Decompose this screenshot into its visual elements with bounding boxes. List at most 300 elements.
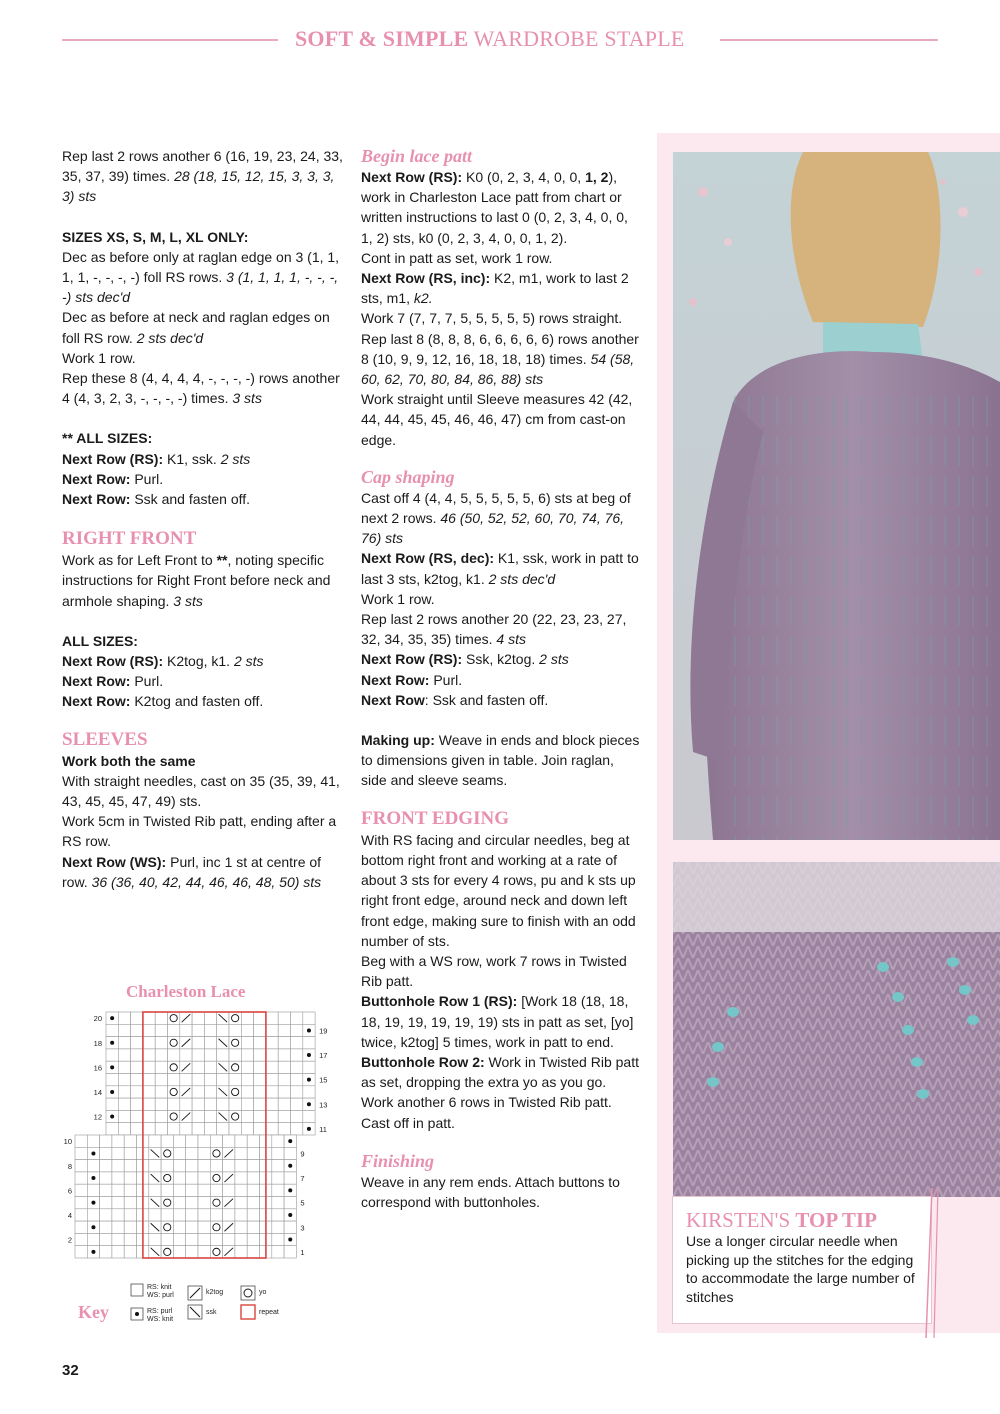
chart-cell (143, 1086, 155, 1098)
section-heading-front-edging: FRONT EDGING (361, 807, 509, 829)
key-yo-label: yo (259, 1289, 267, 1296)
chart-cell (198, 1209, 210, 1221)
lace-closeup-illustration (673, 862, 1000, 1197)
chart-cell (112, 1221, 124, 1233)
header-rule-right (720, 39, 938, 41)
chart-cell (254, 1049, 266, 1061)
section-heading-right-front: RIGHT FRONT (62, 528, 197, 550)
chart-cell (266, 1037, 278, 1049)
chart-cell (210, 1221, 222, 1233)
instruction-row: Next Row (RS, inc): K2, m1, work to last 2 sts, m1, k2. (361, 270, 629, 307)
chart-cell (272, 1221, 284, 1233)
purl-dot (307, 1053, 311, 1057)
row-number: 19 (319, 1026, 328, 1036)
chart-cell (75, 1246, 87, 1258)
paragraph: Work 5cm in Twisted Rib patt, ending after a RS row. (62, 813, 337, 850)
cardigan-back-photo (673, 152, 1000, 840)
chart-cell (100, 1233, 112, 1245)
header-rule-left (62, 39, 278, 41)
chart-cell (247, 1221, 259, 1233)
chart-cell (192, 1024, 204, 1036)
chart-cell (131, 1098, 143, 1110)
paragraph: Rep these 8 (4, 4, 4, 4, -, -, -, -) rows another 4 (4, 3, 2, 3, -, -, -, -) times. 3 sts (62, 370, 340, 407)
chart-cell (241, 1074, 253, 1086)
chart-cell (266, 1098, 278, 1110)
chart-cell (124, 1172, 136, 1184)
key-purl-label: RS: purl (147, 1308, 173, 1315)
making-up-paragraph: Making up: Weave in ends and block pieces to dimensions given in table. Join raglan, side and sleeve seams. (361, 732, 640, 789)
chart-cell (118, 1049, 130, 1061)
chart-cell (124, 1160, 136, 1172)
chart-cell (204, 1086, 216, 1098)
row-number: 13 (319, 1100, 328, 1110)
purl-dot (91, 1250, 95, 1254)
chart-cell (168, 1061, 180, 1073)
paragraph: Rep last 2 rows another 20 (22, 23, 23, 27, 32, 34, 35, 35) times. 4 sts (361, 611, 627, 648)
chart-cell (278, 1037, 290, 1049)
chart-cell (198, 1233, 210, 1245)
chart-cell (241, 1086, 253, 1098)
chart-cell (266, 1123, 278, 1135)
key-knit-label: RS: knit (147, 1284, 172, 1291)
chart-cell (241, 1049, 253, 1061)
chart-cell (75, 1209, 87, 1221)
lace-closeup-photo (673, 862, 1000, 1197)
paragraph: Work straight until Sleeve measures 42 (42, 44, 44, 45, 45, 46, 46, 47) cm from cast-on edge. (361, 391, 633, 448)
instruction-row: Next Row (RS): K1, ssk. 2 sts (62, 450, 251, 467)
chart-cell (278, 1012, 290, 1024)
chart-cell (131, 1012, 143, 1024)
chart-cell (229, 1024, 241, 1036)
chart-cell (131, 1086, 143, 1098)
chart-cell (112, 1135, 124, 1147)
chart-cell (173, 1184, 185, 1196)
chart-cell (106, 1123, 118, 1135)
chart-cell (186, 1135, 198, 1147)
chart-cell (210, 1172, 222, 1184)
chart-cell (124, 1197, 136, 1209)
chart-cell (161, 1172, 173, 1184)
chart-cell (223, 1135, 235, 1147)
chart-cell (192, 1110, 204, 1122)
chart-cell (198, 1172, 210, 1184)
chart-cell (149, 1233, 161, 1245)
chart-cell (278, 1123, 290, 1135)
chart-cell (173, 1197, 185, 1209)
cardigan-back-illustration (673, 152, 1000, 840)
chart-cell (192, 1123, 204, 1135)
chart-cell (235, 1197, 247, 1209)
chart-cell (266, 1061, 278, 1073)
chart-cell (118, 1061, 130, 1073)
purl-dot (91, 1225, 95, 1229)
chart-cell (204, 1098, 216, 1110)
knitting-needle-icon (918, 1188, 948, 1338)
chart-cell (223, 1184, 235, 1196)
chart-cell (180, 1024, 192, 1036)
chart-cell (161, 1184, 173, 1196)
chart-cell (173, 1221, 185, 1233)
chart-cell (149, 1160, 161, 1172)
chart-cell (124, 1246, 136, 1258)
chart-cell (87, 1160, 99, 1172)
chart-cell (131, 1074, 143, 1086)
purl-dot (110, 1065, 114, 1069)
chart-cell (278, 1024, 290, 1036)
chart-cell (155, 1024, 167, 1036)
chart-cell (303, 1037, 315, 1049)
chart-cell (284, 1246, 296, 1258)
chart-cell (131, 1037, 143, 1049)
chart-cell (149, 1184, 161, 1196)
row-number: 16 (93, 1063, 102, 1073)
chart-cell (198, 1147, 210, 1159)
chart-cell (241, 1123, 253, 1135)
row-number: 8 (67, 1161, 72, 1171)
chart-cell (100, 1184, 112, 1196)
chart-cell (100, 1147, 112, 1159)
chart-cell (168, 1012, 180, 1024)
paragraph: With straight needles, cast on 35 (35, 39, 41, 43, 45, 45, 47, 49) sts. (62, 772, 340, 810)
chart-cell (75, 1160, 87, 1172)
chart-cell (247, 1233, 259, 1245)
chart-cell (278, 1086, 290, 1098)
chart-cell (112, 1233, 124, 1245)
paragraph: Cast off 4 (4, 4, 5, 5, 5, 5, 5, 6) sts at beg of next 2 rows. 46 (50, 52, 52, 60, 70, 74, 76, 76) sts (361, 489, 631, 547)
chart-cell (210, 1233, 222, 1245)
chart-cell (266, 1086, 278, 1098)
chart-cell (204, 1049, 216, 1061)
chart-cell (106, 1024, 118, 1036)
subheading-cap: Cap shaping (361, 466, 455, 487)
chart-cell (303, 1012, 315, 1024)
chart-cell (210, 1246, 222, 1258)
chart-cell (278, 1074, 290, 1086)
chart-cell (204, 1110, 216, 1122)
chart-cell (112, 1172, 124, 1184)
chart-cell (303, 1061, 315, 1073)
chart-cell (155, 1012, 167, 1024)
chart-cell (272, 1160, 284, 1172)
instruction-row: Next Row (RS): K2tog, k1. 2 sts (62, 653, 264, 670)
chart-cell (173, 1233, 185, 1245)
chart-cell (241, 1098, 253, 1110)
chart-cell (149, 1209, 161, 1221)
key-purl-label: WS: knit (147, 1316, 174, 1323)
instruction-row: Buttonhole Row 1 (RS): [Work 18 (18, 18, 18, 19, 19, 19, 19, 19) sts in patt as set, [yo] twice, k2tog] 5 times, work in patt to end. (361, 993, 634, 1050)
chart-cell (210, 1147, 222, 1159)
chart-cell (124, 1184, 136, 1196)
all-sizes-heading: ** ALL SIZES: (62, 430, 153, 447)
top-tip-title: KIRSTEN'S TOP TIP (686, 1208, 877, 1232)
chart-cell (247, 1197, 259, 1209)
paragraph: Work as for Left Front to **, noting specific instructions for Right Front before neck and armhole shaping. 3 sts (62, 552, 331, 609)
chart-cell (173, 1160, 185, 1172)
chart-cell (204, 1037, 216, 1049)
chart-cell (272, 1233, 284, 1245)
chart-cell (173, 1209, 185, 1221)
chart-cell (161, 1197, 173, 1209)
paragraph: Work 1 row. (361, 590, 435, 607)
chart-cell (278, 1061, 290, 1073)
chart-cell (247, 1172, 259, 1184)
chart-cell (192, 1049, 204, 1061)
chart-cell (241, 1012, 253, 1024)
chart-cell (75, 1221, 87, 1233)
instruction-row: Next Row (RS): K0 (0, 2, 3, 4, 0, 0, 1, 2), work in Charleston Lace patt from chart or written instructions to last 0 (0, 2, 3, 4, 0, 0, 1, 2) sts, k0 (0, 2, 3, 4, 0, 0, 1, 2). (361, 169, 628, 246)
all-sizes-heading: ALL SIZES: (62, 632, 138, 649)
chart-cell (161, 1160, 173, 1172)
instruction-row: Next Row: K2tog and fasten off. (62, 693, 264, 710)
purl-dot (110, 1016, 114, 1020)
chart-cell (173, 1147, 185, 1159)
chart-cell (118, 1086, 130, 1098)
chart-cell (100, 1160, 112, 1172)
instruction-row: Buttonhole Row 2: Work in Twisted Rib patt as set, dropping the extra yo as you go. (361, 1053, 639, 1091)
chart-cell (272, 1184, 284, 1196)
key-title: Key (78, 1302, 109, 1322)
chart-cell (284, 1221, 296, 1233)
chart-cell (229, 1061, 241, 1073)
chart-cell (254, 1086, 266, 1098)
chart-cell (75, 1197, 87, 1209)
row-number: 7 (300, 1174, 305, 1184)
chart-title: Charleston Lace (126, 982, 246, 1001)
chart-cell (198, 1197, 210, 1209)
chart-cell (247, 1209, 259, 1221)
chart-cell (235, 1221, 247, 1233)
chart-cell (131, 1049, 143, 1061)
chart-cell (155, 1037, 167, 1049)
chart-cell (217, 1024, 229, 1036)
chart-cell (155, 1086, 167, 1098)
chart-cell (124, 1147, 136, 1159)
chart-cell (168, 1098, 180, 1110)
chart-cell (303, 1110, 315, 1122)
chart-cell (75, 1172, 87, 1184)
chart-cell (106, 1074, 118, 1086)
chart-cell (186, 1209, 198, 1221)
chart-cell (204, 1024, 216, 1036)
purl-dot (288, 1238, 292, 1242)
chart-cell (291, 1012, 303, 1024)
paragraph: Cast off in patt. (361, 1114, 455, 1131)
key-yo-swatch (241, 1286, 255, 1300)
chart-cell (143, 1024, 155, 1036)
chart-cell (180, 1123, 192, 1135)
chart-cell (100, 1221, 112, 1233)
text-column-2 (361, 145, 641, 1212)
subheading-finishing: Finishing (361, 1150, 435, 1171)
chart-cell (75, 1184, 87, 1196)
chart-cell (254, 1024, 266, 1036)
chart-cell (210, 1184, 222, 1196)
chart-cell (223, 1209, 235, 1221)
chart-cell (124, 1233, 136, 1245)
chart-cell (266, 1110, 278, 1122)
chart-cell (155, 1098, 167, 1110)
chart-cell (112, 1147, 124, 1159)
chart-cell (223, 1233, 235, 1245)
chart-cell (229, 1086, 241, 1098)
chart-cell (254, 1061, 266, 1073)
chart-cell (192, 1037, 204, 1049)
chart-cell (75, 1135, 87, 1147)
chart-cell (192, 1012, 204, 1024)
section-heading-sleeves: SLEEVES (62, 728, 148, 750)
chart-cell (291, 1098, 303, 1110)
chart-cell (131, 1123, 143, 1135)
chart-cell (247, 1184, 259, 1196)
chart-cell (155, 1110, 167, 1122)
purl-dot (91, 1201, 95, 1205)
chart-cell (173, 1172, 185, 1184)
chart-cell (155, 1061, 167, 1073)
chart-cell (118, 1123, 130, 1135)
chart-cell (186, 1184, 198, 1196)
row-number: 6 (67, 1186, 72, 1196)
chart-cell (173, 1135, 185, 1147)
purl-dot (307, 1078, 311, 1082)
chart-cell (278, 1098, 290, 1110)
instruction-row: Next Row (RS): Ssk, k2tog. 2 sts (361, 651, 569, 668)
chart-cell (143, 1061, 155, 1073)
chart-cell (100, 1209, 112, 1221)
chart-cell (192, 1061, 204, 1073)
chart-cell (180, 1049, 192, 1061)
row-number: 20 (93, 1014, 102, 1024)
chart-cell (235, 1233, 247, 1245)
sleeves-subheading: Work both the same (62, 752, 196, 769)
chart-cell (87, 1135, 99, 1147)
paragraph: Work 1 row. (62, 349, 136, 366)
purl-dot (91, 1176, 95, 1180)
text-column-1 (62, 146, 345, 892)
chart-cell (272, 1172, 284, 1184)
paragraph: Rep last 2 rows another 6 (16, 19, 23, 24, 33, 35, 37, 39) times. 28 (18, 15, 12, 15, 3, 3, 3, 3) sts (62, 148, 343, 205)
chart-cell (106, 1098, 118, 1110)
charleston-lace-chart (56, 1006, 346, 1346)
chart-cell (235, 1209, 247, 1221)
purl-dot (307, 1028, 311, 1032)
paragraph: Weave in any rem ends. Attach buttons to correspond with buttonholes. (361, 1173, 620, 1210)
key-k2tog-label: k2tog (206, 1289, 224, 1296)
chart-cell (217, 1074, 229, 1086)
chart-cell (291, 1037, 303, 1049)
chart-cell (241, 1061, 253, 1073)
purl-dot (110, 1041, 114, 1045)
instruction-row: Next Row: Purl. (62, 470, 164, 487)
chart-cell (272, 1246, 284, 1258)
key-ssk-label: ssk (206, 1309, 217, 1316)
chart-cell (284, 1147, 296, 1159)
chart-cell (118, 1037, 130, 1049)
chart-cell (254, 1012, 266, 1024)
chart-cell (229, 1012, 241, 1024)
chart-cell (278, 1110, 290, 1122)
chart-cell (186, 1233, 198, 1245)
purl-dot (307, 1127, 311, 1131)
chart-cell (143, 1123, 155, 1135)
chart-cell (168, 1110, 180, 1122)
chart-cell (161, 1209, 173, 1221)
chart-cell (210, 1160, 222, 1172)
row-number: 15 (319, 1075, 328, 1085)
chart-cell (161, 1147, 173, 1159)
paragraph: Rep last 8 (8, 8, 8, 6, 6, 6, 6, 6) rows another 8 (10, 9, 9, 12, 16, 18, 18, 18) times. 54 (58, 60, 62, 70, 80, 84, 86, 88) sts (361, 330, 639, 388)
key-purl-dot (135, 1312, 139, 1316)
chart-cell (112, 1184, 124, 1196)
row-number: 1 (300, 1247, 305, 1257)
instruction-row: Next Row: Ssk and fasten off. (361, 691, 549, 708)
chart-cell (284, 1197, 296, 1209)
row-number: 2 (67, 1235, 72, 1245)
row-number: 4 (67, 1210, 72, 1220)
chart-cell (198, 1160, 210, 1172)
chart-cell (143, 1049, 155, 1061)
chart-cell (118, 1024, 130, 1036)
chart-cell (284, 1172, 296, 1184)
chart-cell (100, 1246, 112, 1258)
chart-cell (155, 1049, 167, 1061)
chart-cell (210, 1197, 222, 1209)
chart-cell (161, 1221, 173, 1233)
chart-cell (198, 1221, 210, 1233)
chart-cell (87, 1184, 99, 1196)
row-number: 12 (93, 1112, 102, 1122)
chart-cell (161, 1233, 173, 1245)
chart-cell (291, 1074, 303, 1086)
chart-cell (192, 1098, 204, 1110)
chart-cell (168, 1024, 180, 1036)
chart-cell (198, 1135, 210, 1147)
chart-cell (229, 1049, 241, 1061)
purl-dot (288, 1213, 292, 1217)
chart-cell (168, 1123, 180, 1135)
chart-cell (266, 1049, 278, 1061)
chart-cell (186, 1160, 198, 1172)
chart-cell (131, 1061, 143, 1073)
chart-cell (235, 1172, 247, 1184)
paragraph: Cont in patt as set, work 1 row. (361, 249, 553, 266)
chart-cell (266, 1024, 278, 1036)
chart-cell (112, 1246, 124, 1258)
chart-cell (241, 1037, 253, 1049)
chart-cell (229, 1110, 241, 1122)
chart-cell (149, 1135, 161, 1147)
purl-dot (307, 1102, 311, 1106)
chart-cell (291, 1086, 303, 1098)
purl-dot (288, 1139, 292, 1143)
purl-dot (91, 1151, 95, 1155)
chart-cell (291, 1024, 303, 1036)
chart-cell (143, 1074, 155, 1086)
chart-cell (254, 1098, 266, 1110)
paragraph: With RS facing and circular needles, beg at bottom right front and working at a rate of about 3 sts for every 4 rows, pu and k sts up right front edge, around neck and down left front edge, making sure to finish with an odd number of sts. (361, 831, 636, 949)
paragraph: Beg with a WS row, work 7 rows in Twisted Rib patt. (361, 952, 627, 990)
chart-cell (143, 1110, 155, 1122)
chart-cell (161, 1135, 173, 1147)
chart-cell (241, 1110, 253, 1122)
paragraph: Dec as before at neck and raglan edges on foll RS row. 2 sts dec'd (62, 309, 330, 346)
chart-cell (235, 1184, 247, 1196)
chart-cell (217, 1049, 229, 1061)
chart-cell (118, 1110, 130, 1122)
chart-cell (235, 1147, 247, 1159)
chart-cell (75, 1233, 87, 1245)
row-number: 17 (319, 1051, 328, 1061)
header-title: SOFT & SIMPLE WARDROBE STAPLE (295, 26, 685, 51)
